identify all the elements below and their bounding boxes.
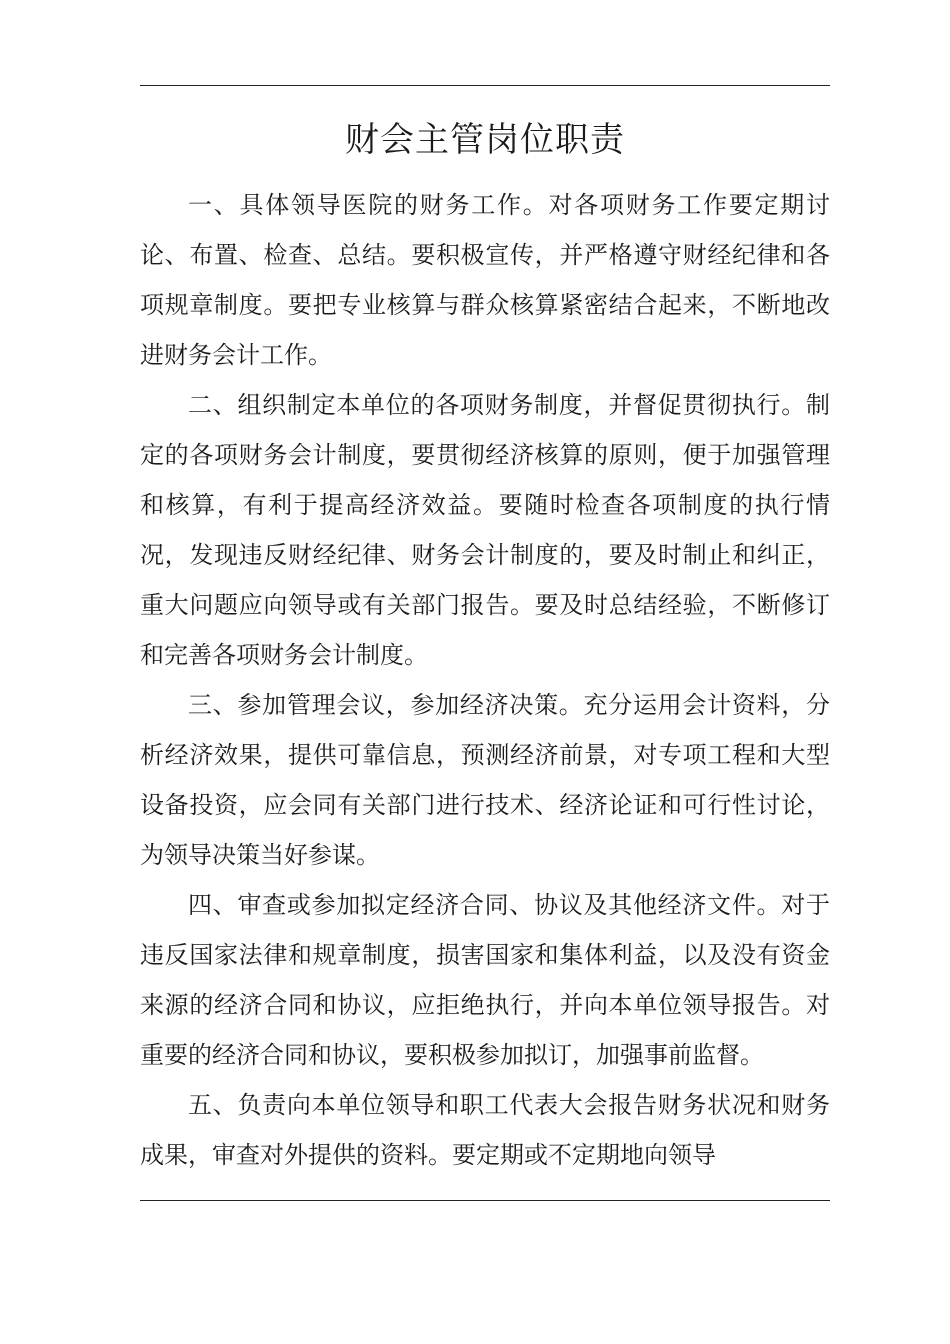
paragraph-3: 三、参加管理会议，参加经济决策。充分运用会计资料，分析经济效果，提供可靠信息，预测经济前景，对专项工程和大型设备投资，应会同有关部门进行技术、经济论证和可行性讨论，为领导决策当好参谋。 (140, 691, 830, 869)
document-body (140, 180, 830, 1180)
paragraph-5: 五、负责向本单位领导和职工代表大会报告财务状况和财务成果，审查对外提供的资料。要定期或不定期地向领导 (140, 1091, 830, 1169)
page-title: 财会主管岗位职责 (345, 120, 625, 160)
paragraph-4: 四、审查或参加拟定经济合同、协议及其他经济文件。对于违反国家法律和规章制度，损害国家和集体利益，以及没有资金来源的经济合同和协议，应拒绝执行，并向本单位领导报告。对重要的经济合同和协议，要积极参加拟订，加强事前监督。 (140, 891, 830, 1069)
footer-rule (140, 1200, 830, 1201)
paragraph-1: 一、具体领导医院的财务工作。对各项财务工作要定期讨论、布置、检查、总结。要积极宣传，并严格遵守财经纪律和各项规章制度。要把专业核算与群众核算紧密结合起来，不断地改进财务会计工作。 (140, 191, 830, 369)
paragraph-2: 二、组织制定本单位的各项财务制度，并督促贯彻执行。制定的各项财务会计制度，要贯彻经济核算的原则，便于加强管理和核算，有利于提高经济效益。要随时检查各项制度的执行情况，发现违反财经纪律、财务会计制度的，要及时制止和纠正，重大问题应向领导或有关部门报告。要及时总结经验，不断修订和完善各项财务会计制度。 (140, 391, 830, 669)
header-rule (140, 85, 830, 86)
